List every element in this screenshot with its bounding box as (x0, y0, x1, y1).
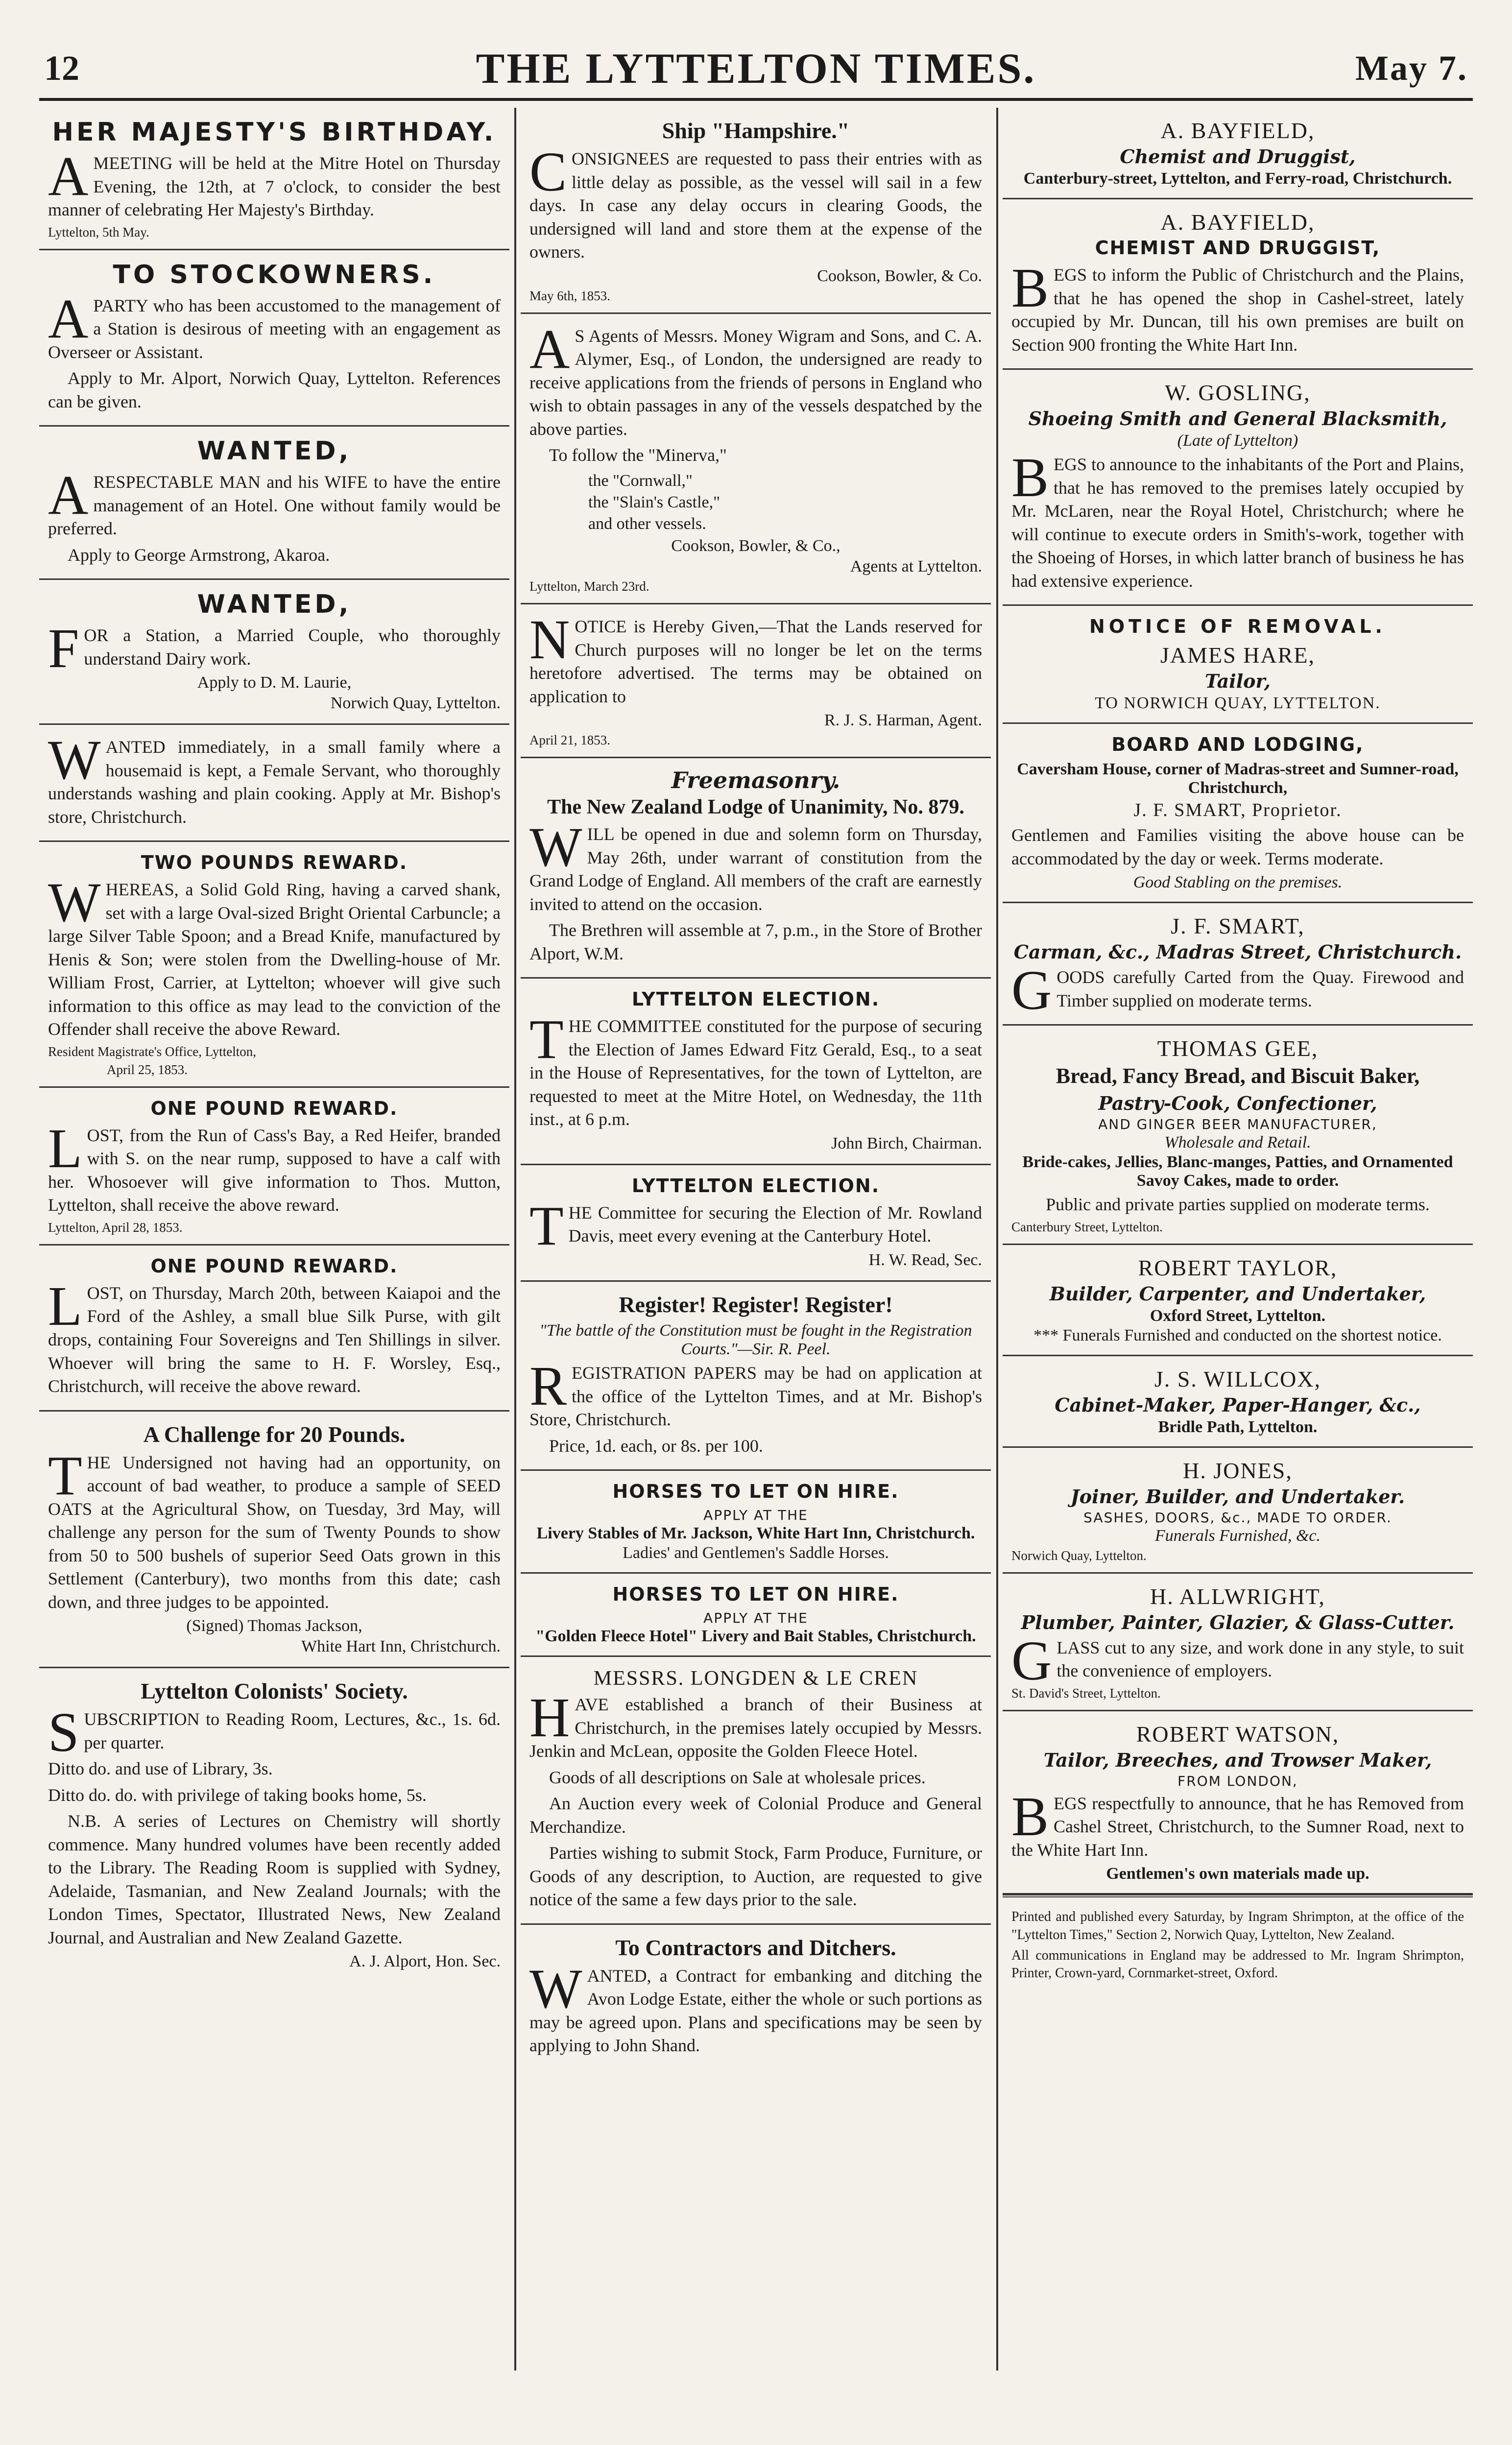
ad-trade-4: Wholesale and Retail. (1164, 1133, 1311, 1152)
ad-apply: APPLY AT THE (703, 1507, 808, 1524)
ad-election-davis (521, 1165, 991, 1282)
ad-heading: HORSES TO LET ON HIRE. (612, 1583, 899, 1606)
ad-address: Oxford Street, Lyttelton. (1150, 1306, 1326, 1325)
ad-name: A. BAYFIELD, (1160, 210, 1315, 235)
page-number: 12 (44, 48, 79, 88)
ad-wanted-couple (39, 580, 509, 725)
ad-heading: ONE POUND REWARD. (150, 1255, 398, 1277)
ad-office: Resident Magistrate's Office, Lyttelton, (48, 1044, 257, 1059)
ad-heading: A Challenge for 20 Pounds. (143, 1421, 406, 1447)
ad-body: WILL be opened in due and solemn form on Thursday, May 26th, under warrant of constitution from the Grand Lodge of England. All members of the craft are earnestly invited to attend on the occasion. (529, 816, 982, 914)
ad-place: "Golden Fleece Hotel" Livery and Bait Stables, Christchurch. (535, 1627, 976, 1646)
ad-body-2: Goods of all descriptions on Sale at wholesale prices. (549, 1767, 926, 1787)
ad-longden-le-cren (521, 1657, 991, 1925)
ad-stabling: Good Stabling on the premises. (1133, 873, 1343, 892)
ad-heading: WANTED, (197, 590, 352, 620)
ad-note: Gentlemen's own materials made up. (1106, 1865, 1369, 1883)
ad-date: April 25, 1853. (107, 1062, 188, 1077)
ad-body: GOODS carefully Carted from the Quay. Firewood and Timber supplied on moderate terms. (1011, 959, 1464, 1022)
ad-one-pound-reward-heifer (39, 1088, 509, 1246)
ad-ship-list: To follow the "Minerva," (549, 445, 727, 465)
ad-trade: Chemist and Druggist, (1120, 145, 1356, 168)
ad-name: H. JONES, (1183, 1458, 1293, 1483)
ad-bayfield-lyttelton (1003, 108, 1473, 199)
ad-heading: BOARD AND LODGING, (1111, 734, 1364, 756)
ad-apply: Apply to Mr. Alport, Norwich Quay, Lyttelton. References can be given. (48, 368, 501, 411)
ad-agents (521, 314, 991, 605)
ad-address: Norwich Quay, Lyttelton. (330, 694, 501, 713)
ad-proprietor: J. F. SMART, Proprietor. (1133, 800, 1342, 821)
ad-name: ROBERT TAYLOR, (1138, 1255, 1338, 1280)
ad-body: NOTICE is Hereby Given,—That the Lands reserved for Church purposes will no longer be let on the terms heretofore advertised. The terms may be obtained on application to (529, 608, 982, 706)
imprint (1003, 1894, 1473, 1994)
ad-date: May 6th, 1853. (529, 288, 610, 303)
ad-body: REGISTRATION PAPERS may be had on application at the office of the Lyttelton Times, and at Mr. Bishop's Store, Christchurch. (529, 1355, 982, 1430)
column-rule (996, 108, 998, 2371)
ad-body: BEGS respectfully to announce, that he has Removed from Cashel Street, Christchurch, to the Sumner Road, next to the White Hart Inn. (1011, 1785, 1464, 1860)
ad-body: AMEETING will be held at the Mitre Hotel on Thursday Evening, the 12th, at 7 o'clock, to consider the best manner of celebrating Her Majesty's Birthday. (48, 145, 501, 220)
ad-body: THE Undersigned not having had an opportunity, on account of bad weather, to produce a sample of SEED OATS at the Agricultural Show, on Tuesday, 3rd May, will challenge any person for the sum of Twenty Pounds to show from 50 to 500 bushels of superior Seed Oats grown in this Settlement (Canterbury), two months from this date; cash down, and three judges to be appointed. (48, 1444, 501, 1612)
ad-apply: Apply to George Armstrong, Akaroa. (68, 545, 330, 565)
ad-bayfield-christchurch (1003, 199, 1473, 370)
ad-heading: TWO POUNDS REWARD. (141, 852, 408, 874)
ad-gosling (1003, 370, 1473, 606)
ad-body: ARESPECTABLE MAN and his WIFE to have the entire management of an Hotel. One without family would be preferred. (48, 464, 501, 539)
ad-birthday (39, 108, 509, 250)
ad-one-pound-reward-purse (39, 1246, 509, 1412)
ad-late: (Late of Lyttelton) (1177, 431, 1298, 450)
ad-line: Ditto do. do. with privilege of taking books home, 5s. (48, 1785, 427, 1805)
ad-date: April 21, 1853. (529, 733, 610, 748)
ad-body: WANTED, a Contract for embanking and ditching the Avon Lodge Estate, either the whole or such portions as may be agreed upon. Plans and specifications may be seen by applying to John Shand. (529, 1957, 982, 2056)
ad-trade: Carman, &c., Madras Street, Christchurch. (1013, 941, 1462, 963)
ad-name: W. GOSLING, (1165, 380, 1311, 406)
ad-line: Ditto do. and use of Library, 3s. (48, 1759, 273, 1779)
ad-ship-list-item: the "Slain's Castle," (588, 493, 720, 511)
ad-heading: LYTTELTON ELECTION. (631, 988, 880, 1010)
ad-body: BEGS to announce to the inhabitants of the Port and Plains, that he has removed to the premises lately occupied by Mr. McLaren, near the Royal Hotel, Christchurch; where he will continue to execute orders in Smith's-work, together with the Shoeing of Horses, in which latter branch of business he has had extensive experience. (1011, 446, 1464, 591)
imprint-line: Printed and published every Saturday, by Ingram Shrimpton, at the office of the "Lyttelton Times," Section 2, Norwich Quay, Lyttelton, New Zealand. (1011, 1909, 1464, 1942)
ad-freemasonry (521, 758, 991, 979)
ad-signature: H. W. Read, Sec. (868, 1251, 982, 1269)
ad-heading: LYTTELTON ELECTION. (631, 1175, 880, 1197)
ad-trade: Cabinet-Maker, Paper-Hanger, &c., (1055, 1393, 1421, 1416)
ad-wanted-man-wife (39, 427, 509, 580)
ad-heading: Register! Register! Register! (619, 1292, 893, 1317)
ad-name: ROBERT WATSON, (1136, 1721, 1340, 1747)
ad-horses-white-hart (521, 1471, 991, 1574)
ad-body: Public and private parties supplied on moderate terms. (1046, 1195, 1430, 1215)
ad-trade: Shoeing Smith and General Blacksmith, (1028, 408, 1447, 430)
ad-heading: HER MAJESTY'S BIRTHDAY. (52, 118, 497, 147)
ad-trade-2: Pastry-Cook, Confectioner, (1098, 1092, 1377, 1115)
ad-allwright (1003, 1574, 1473, 1711)
ad-body: AS Agents of Messrs. Money Wigram and Sons, and C. A. Alymer, Esq., of London, the undersigned are ready to receive applications from the friends of persons in England who wish to obtain passages in any of the vessels despatched by the above parties. (529, 317, 982, 439)
ad-price: Price, 1d. each, or 8s. per 100. (549, 1436, 763, 1456)
ad-address: Caversham House, corner of Madras-street and Sumner-road, Christchurch, (1017, 760, 1459, 797)
ad-heading: WANTED, (197, 436, 352, 466)
ad-trade: Joiner, Builder, and Undertaker. (1070, 1485, 1405, 1508)
ad-note: Ladies' and Gentlemen's Saddle Horses. (623, 1544, 889, 1562)
ad-smart-carman (1003, 903, 1473, 1026)
ad-trade: Bread, Fancy Bread, and Biscuit Baker, (1056, 1064, 1420, 1088)
ad-date: Lyttelton, April 28, 1853. (48, 1220, 183, 1235)
ad-heading: MESSRS. LONGDEN & LE CREN (593, 1667, 918, 1690)
ad-trade: Tailor, Breeches, and Trowser Maker, (1043, 1749, 1432, 1771)
ad-body-4: Parties wishing to submit Stock, Farm Produce, Furniture, or Goods of any description, to Auction, are requested to give notice of the same a few days prior to the sale. (529, 1843, 982, 1910)
ad-body: APARTY who has been accustomed to the management of a Station is desirous of meeting with an engagement as Overseer or Assistant. (48, 287, 501, 362)
ad-body: LOST, from the Run of Cass's Bay, a Red Heifer, branded with S. on the near rump, supposed to have a calf with her. Whosoever will give information to Thos. Mutton, Lyttelton, shall receive the above reward. (48, 1117, 501, 1215)
ad-jones (1003, 1448, 1473, 1574)
ad-stockowners (39, 250, 509, 427)
ad-election-fitzgerald (521, 979, 991, 1165)
ad-heading: Freemasonry. (671, 767, 840, 794)
ad-name: JAMES HARE, (1160, 643, 1315, 668)
ad-address: White Hart Inn, Christchurch. (301, 1637, 501, 1656)
ad-name: A. BAYFIELD, (1160, 118, 1315, 143)
ad-body-2: The Brethren will assemble at 7, p.m., in the Store of Brother Alport, W.M. (529, 920, 982, 963)
ad-wanted-servant (39, 725, 509, 842)
newspaper-title: THE LYTTELTON TIMES. (476, 45, 1036, 93)
ad-heading: TO STOCKOWNERS. (113, 260, 436, 289)
ad-gee-baker (1003, 1026, 1473, 1245)
ad-name: THOMAS GEE, (1157, 1036, 1319, 1061)
ad-body: CONSIGNEES are requested to pass their entries with as little delay as possible, as the vessel will sail in a few days. In case any delay occurs in clearing Goods, the undersigned will land and store them at the expense of the owners. (529, 141, 982, 262)
ad-address: St. David's Street, Lyttelton. (1011, 1685, 1161, 1701)
imprint-line: All communications in England may be addressed to Mr. Ingram Shrimpton, Printer, Crown-yard, Cornmarket-street, Oxford. (1011, 1948, 1464, 1981)
ad-date: Lyttelton, March 23rd. (529, 579, 649, 594)
ad-date: Lyttelton, 5th May. (48, 224, 149, 240)
ad-apply: APPLY AT THE (703, 1610, 808, 1627)
ad-address: Canterbury Street, Lyttelton. (1011, 1219, 1163, 1234)
ad-body: WANTED immediately, in a small family where a housemaid is kept, a Female Servant, who thoroughly understands washing and plain cooking. Apply at Mr. Bishop's store, Christchurch. (48, 729, 501, 827)
ad-signature: A. J. Alport, Hon. Sec. (349, 1952, 501, 1971)
column-middle (521, 108, 991, 2371)
ad-name: H. ALLWRIGHT, (1150, 1583, 1325, 1609)
ad-signature: Cookson, Bowler, & Co. (817, 266, 982, 285)
masthead (39, 39, 1473, 101)
ad-willcox (1003, 1356, 1473, 1448)
ad-subheading: The New Zealand Lodge of Unanimity, No. 879. (547, 796, 964, 819)
ad-body: HAVE established a branch of their Business at Christchurch, in the premises lately occupied by Messrs. Jenkin and McLean, opposite the Golden Fleece Hotel. (529, 1686, 982, 1761)
ad-quote: "The battle of the Constitution must be fought in the Registration Courts."—Sir. R. Peel. (539, 1321, 972, 1358)
ad-colonists-society (39, 1668, 509, 1982)
ad-body-3: An Auction every week of Colonial Produce and General Merchandize. (529, 1794, 982, 1837)
column-rule (514, 108, 516, 2371)
ad-heading: Lyttelton Colonists' Society. (141, 1678, 408, 1704)
ad-signature: Cookson, Bowler, & Co., (671, 537, 840, 555)
ad-trade: Builder, Carpenter, and Undertaker, (1049, 1282, 1426, 1305)
ad-register (521, 1282, 991, 1471)
ad-body: FOR a Station, a Married Couple, who thoroughly understand Dairy work. (48, 617, 501, 680)
ad-note: N.B. A series of Lectures on Chemistry will shortly commence. Many hundred volumes have been recently added to the Library. The Reading Room is supplied with Sydney, Adelaide, Tasmanian, and New Zealand Journals; with the London Times, Spectator, Illustrated News, New Zealand Journal, and Australian and New Zealand Gazette. (48, 1811, 501, 1947)
ad-heading: NOTICE OF REMOVAL. (1089, 616, 1386, 638)
ad-heading: To Contractors and Ditchers. (615, 1935, 896, 1960)
ad-body: SUBSCRIPTION to Reading Room, Lectures, &c., 1s. 6d. per quarter. (48, 1701, 501, 1764)
column-left (39, 108, 509, 2371)
ad-name: J. S. WILLCOX, (1154, 1366, 1321, 1391)
ad-name: J. F. SMART, (1171, 913, 1305, 939)
ad-challenge (39, 1412, 509, 1669)
ad-address: Canterbury-street, Lyttelton, and Ferry-road, Christchurch. (1023, 169, 1452, 188)
ad-hare-removal (1003, 606, 1473, 724)
ad-contractors (521, 1925, 991, 2069)
ad-address: TO NORWICH QUAY, LYTTELTON. (1095, 694, 1381, 713)
ad-funerals: Funerals Furnished, &c. (1154, 1526, 1321, 1545)
column-right (1003, 108, 1473, 2371)
ad-board-lodging (1003, 724, 1473, 903)
ad-signature-line: Agents at Lyttelton. (850, 557, 982, 576)
ad-heading: ONE POUND REWARD. (150, 1097, 398, 1119)
ad-trade: Plumber, Painter, Glazier, & Glass-Cutter. (1021, 1611, 1455, 1633)
ad-ship-list-item: and other vessels. (588, 515, 706, 533)
ad-heading: Ship "Hampshire." (662, 118, 850, 143)
ad-place: Livery Stables of Mr. Jackson, White Hart Inn, Christchurch. (536, 1524, 975, 1543)
ad-body: Gentlemen and Families visiting the above house can be accommodated by the day or week. Terms moderate. (1011, 825, 1464, 868)
ad-body: WHEREAS, a Solid Gold Ring, having a carved shank, set with a large Oval-sized Bright Oriental Carbuncle; a large Silver Table Spoon; and a Bread Knife, manufactured by Henis & Son; were stolen from the Dwelling-house of Mr. William Frost, Carrier, at Lyttelton; whoever will give such information to this office as may lead to the conviction of the Offender shall receive the above Reward. (48, 871, 501, 1039)
ad-address: Norwich Quay, Lyttelton. (1011, 1548, 1147, 1563)
ad-trade-3: AND GINGER BEER MANUFACTURER, (1098, 1116, 1377, 1133)
issue-date: May 7. (1355, 48, 1468, 88)
ad-body: GLASS cut to any size, and work done in any style, to suit the convenience of employers. (1011, 1629, 1464, 1692)
ad-items: SASHES, DOORS, &c., MADE TO ORDER. (1083, 1509, 1392, 1526)
ad-signature: R. J. S. Harman, Agent. (824, 711, 982, 730)
ad-goods: Bride-cakes, Jellies, Blanc-manges, Patties, and Ornamented Savoy Cakes, made to order. (1022, 1153, 1453, 1190)
ad-signed: (Signed) Thomas Jackson, (186, 1617, 362, 1635)
ad-address: Bridle Path, Lyttelton. (1158, 1417, 1318, 1436)
ad-body: THE Committee for securing the Election of Mr. Rowland Davis, meet every evening at the Canterbury Hotel. (529, 1194, 982, 1257)
ad-ship-list-item: the "Cornwall," (588, 471, 693, 490)
ad-body: BEGS to inform the Public of Christchurch and the Plains, that he has opened the shop in Cashel-street, lately occupied by Mr. Duncan, till his own premises are built on Section 900 fronting the White Hart Inn. (1011, 257, 1464, 355)
ad-body: LOST, on Thursday, March 20th, between Kaiapoi and the Ford of the Ashley, a small blue Silk Purse, with gilt drops, containing Four Sovereigns and Ten Shillings in silver. Whoever will bring the same to H. F. Worsley, Esq., Christchurch, will receive the above reward. (48, 1274, 501, 1396)
ad-note: *** Funerals Furnished and conducted on the shortest notice. (1033, 1326, 1442, 1344)
ad-hampshire (521, 108, 991, 314)
ad-watson (1003, 1711, 1473, 1895)
ad-trade: CHEMIST AND DRUGGIST, (1095, 237, 1381, 259)
ad-horses-golden-fleece (521, 1574, 991, 1657)
ad-taylor (1003, 1245, 1473, 1356)
ad-apply: Apply to D. M. Laurie, (197, 673, 352, 692)
ad-from: FROM LONDON, (1177, 1773, 1298, 1789)
ad-notice-church-lands (521, 604, 991, 758)
ad-heading: HORSES TO LET ON HIRE. (612, 1481, 899, 1503)
ad-signature: John Birch, Chairman. (831, 1134, 982, 1152)
ad-trade: Tailor, (1205, 670, 1271, 693)
ad-body: THE COMMITTEE constituted for the purpose of securing the Election of James Edward Fitz Gerald, Esq., to a seat in the House of Representatives, for the town of Lyttelton, are requested to meet at the Mitre Hotel, on Wednesday, the 11th inst., at 6 p.m. (529, 1008, 982, 1129)
ad-two-pounds-reward (39, 842, 509, 1088)
